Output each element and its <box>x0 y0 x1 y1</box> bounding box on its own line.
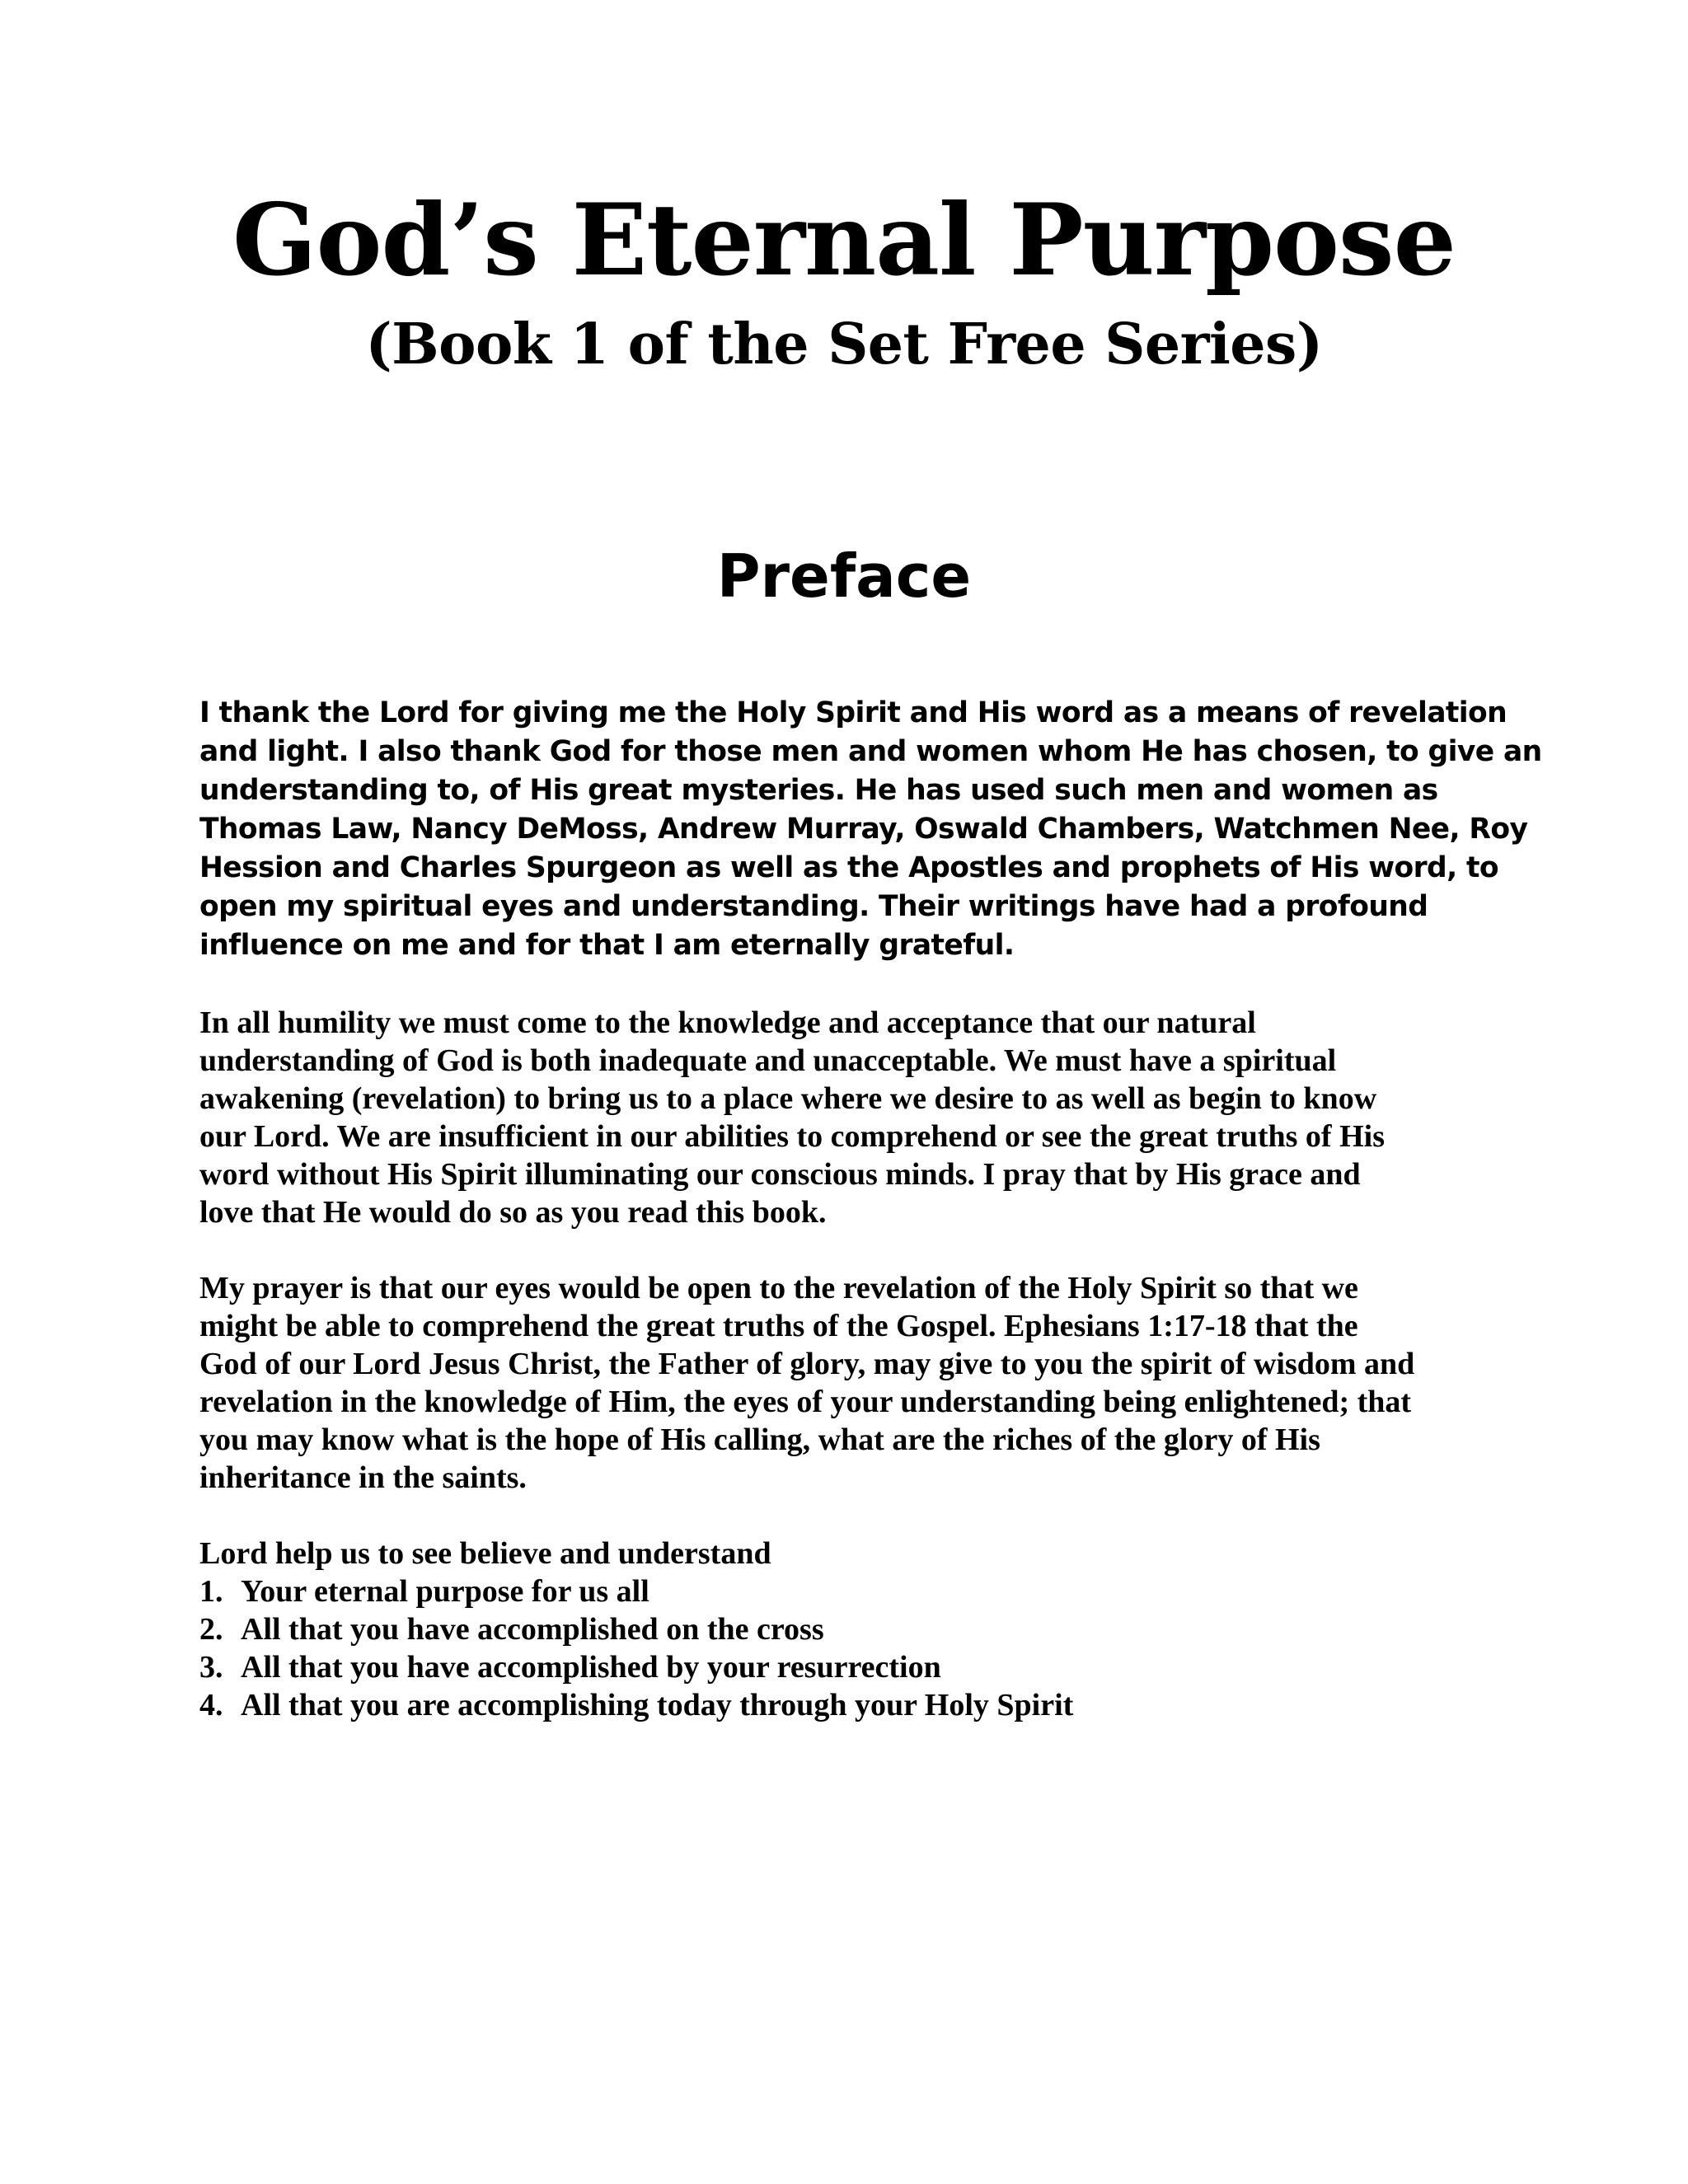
paragraph-line: open my spiritual eyes and understanding. Their writings have had a profound <box>199 890 1428 923</box>
paragraph-line: revelation in the knowledge of Him, the eyes of your understanding being enlightened; that <box>199 1385 1412 1419</box>
preface-paragraph-3 <box>199 1269 1502 1497</box>
paragraph-line: inheritance in the saints. <box>199 1460 527 1495</box>
list-item-number: 4. <box>199 1688 223 1722</box>
paragraph-line: might be able to comprehend the great truths of the Gospel. Ephesians 1:17-18 that the <box>199 1309 1358 1343</box>
paragraph-line: word without His Spirit illuminating our conscious minds. I pray that by His grace and <box>199 1157 1361 1192</box>
book-subtitle: (Book 1 of the Set Free Series) <box>365 312 1323 377</box>
preface-paragraph-1 <box>199 694 1542 965</box>
paragraph-line: you may know what is the hope of His calling, what are the riches of the glory of His <box>199 1422 1320 1457</box>
paragraph-line: Thomas Law, Nancy DeMoss, Andrew Murray, Oswald Chambers, Watchmen Nee, Roy <box>199 813 1528 846</box>
list-item <box>199 1572 1502 1610</box>
paragraph-line: In all humility we must come to the knowledge and acceptance that our natural <box>199 1005 1256 1040</box>
list-item-number: 2. <box>199 1612 223 1647</box>
prayer-list <box>199 1572 1502 1724</box>
paragraph-line: influence on me and for that I am eternally grateful. <box>199 929 1015 962</box>
paragraph-line: My prayer is that our eyes would be open to the revelation of the Holy Spirit so that we <box>199 1271 1358 1305</box>
list-item-number: 3. <box>199 1650 223 1685</box>
list-item-number: 1. <box>199 1574 223 1609</box>
list-intro: Lord help us to see believe and understand <box>199 1536 771 1571</box>
paragraph-line: understanding to, of His great mysteries. He has used such men and women as <box>199 774 1438 807</box>
preface-heading: Preface <box>716 541 972 611</box>
list-item-text: All that you have accomplished on the cross <box>241 1612 824 1647</box>
paragraph-line: Hession and Charles Spurgeon as well as the Apostles and prophets of His word, to <box>199 851 1498 884</box>
paragraph-line: and light. I also thank God for those men and women whom He has chosen, to give an <box>199 735 1542 768</box>
list-item <box>199 1610 1502 1648</box>
list-item <box>199 1686 1502 1724</box>
paragraph-line: awakening (revelation) to bring us to a place where we desire to as well as begin to know <box>199 1081 1377 1116</box>
paragraph-line: understanding of God is both inadequate and unacceptable. We must have a spiritual <box>199 1043 1337 1078</box>
book-title: God’s Eternal Purpose <box>232 182 1456 298</box>
list-item-text: All that you have accomplished by your resurrection <box>241 1650 941 1685</box>
paragraph-line: I thank the Lord for giving me the Holy Spirit and His word as a means of revelation <box>199 696 1507 729</box>
list-item-text: All that you are accomplishing today through your Holy Spirit <box>241 1688 1074 1722</box>
list-item <box>199 1648 1502 1686</box>
preface-paragraph-2 <box>199 1004 1502 1231</box>
paragraph-line: God of our Lord Jesus Christ, the Father of glory, may give to you the spirit of wisdom and <box>199 1347 1415 1381</box>
paragraph-line: love that He would do so as you read this book. <box>199 1195 827 1230</box>
prayer-list-block <box>199 1535 1502 1724</box>
paragraph-line: our Lord. We are insufficient in our abilities to comprehend or see the great truths of His <box>199 1119 1385 1154</box>
list-item-text: Your eternal purpose for us all <box>241 1574 649 1609</box>
